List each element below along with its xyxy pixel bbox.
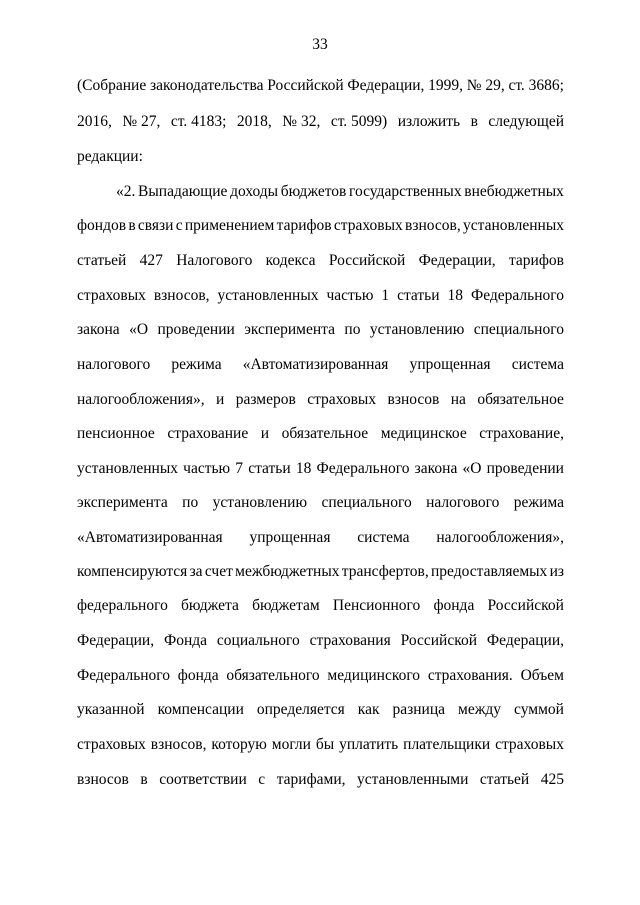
word: предоставляемых xyxy=(431,563,548,580)
word: Федерального xyxy=(77,667,171,684)
word: с xyxy=(258,771,266,788)
word: взносов, xyxy=(405,217,461,234)
word: взносов, xyxy=(150,736,207,753)
word: закона xyxy=(77,321,120,338)
word: эксперимента xyxy=(244,321,335,338)
word: проведении xyxy=(157,321,235,338)
word: страхования. xyxy=(427,667,513,684)
word: установленными xyxy=(357,771,469,788)
word: тарифами, xyxy=(276,771,346,788)
text-line xyxy=(77,560,564,584)
word: № 29, xyxy=(466,77,505,94)
word: законодательства xyxy=(149,77,264,94)
text-line xyxy=(77,110,564,134)
word: суммой xyxy=(514,701,564,718)
word: налогового xyxy=(77,356,151,373)
word: 2018, xyxy=(236,113,272,130)
word: счет xyxy=(204,563,233,580)
word: внебюджетных xyxy=(464,183,564,200)
word: компенсируются xyxy=(77,563,188,580)
word: ст. 4183; xyxy=(170,113,227,130)
word: проведении xyxy=(486,460,564,477)
word: и xyxy=(216,391,225,408)
word: налогообложения», xyxy=(77,391,205,408)
word: из xyxy=(549,563,564,580)
word: Российской xyxy=(267,77,344,94)
word: размеров xyxy=(235,391,296,408)
word: разница xyxy=(392,701,446,718)
text-line xyxy=(77,214,564,238)
word: применением xyxy=(184,217,275,234)
text-line xyxy=(77,664,564,688)
word: система xyxy=(357,529,410,546)
word: между xyxy=(458,701,502,718)
word: кодекса xyxy=(265,252,316,269)
word: статьей xyxy=(77,252,127,269)
word: Федерации, xyxy=(486,632,564,649)
text-line xyxy=(77,629,564,653)
text-line xyxy=(77,526,564,550)
text-line xyxy=(77,388,564,412)
word: статьей xyxy=(479,771,530,788)
word: установлению xyxy=(212,494,308,511)
word: Федерации, xyxy=(347,77,425,94)
word: связи xyxy=(137,217,174,234)
word: обязательное xyxy=(281,425,369,442)
word: социального xyxy=(216,632,300,649)
word: фондов xyxy=(77,217,127,234)
text-line xyxy=(77,74,564,98)
word: установленных xyxy=(463,217,564,234)
word: обязательного xyxy=(226,667,320,684)
word: уплатить xyxy=(339,736,399,753)
word: взносов, xyxy=(153,287,210,304)
word: Фонда xyxy=(163,632,208,649)
text-line xyxy=(77,284,564,308)
text-line xyxy=(77,249,564,273)
word: 18 xyxy=(447,287,463,304)
word: по xyxy=(182,494,199,511)
word: изложить xyxy=(397,113,461,130)
word: и xyxy=(260,425,270,442)
word: частью xyxy=(326,287,374,304)
word: трансфертов, xyxy=(341,563,429,580)
word: Российской xyxy=(328,252,406,269)
word: Федерального xyxy=(316,460,410,477)
word: страховых xyxy=(333,217,403,234)
word: Налогового xyxy=(176,252,253,269)
word: Федерального xyxy=(470,287,564,304)
word: доходы xyxy=(230,183,279,200)
word: (Собрание xyxy=(77,77,147,94)
word: пенсионное xyxy=(77,425,155,442)
word: Выпадающие xyxy=(138,183,228,200)
word: взносов xyxy=(77,771,129,788)
word: установлению xyxy=(369,321,465,338)
word: упрощенная xyxy=(249,529,331,546)
word: 18 xyxy=(295,460,312,477)
word: ст. 5099) xyxy=(330,113,388,130)
word: Российской xyxy=(487,597,564,614)
word: частью xyxy=(183,460,231,477)
word: специального xyxy=(473,321,564,338)
word: фонда xyxy=(433,597,475,614)
word: Федерации, xyxy=(77,632,155,649)
word: режима xyxy=(171,356,222,373)
word: страховых xyxy=(307,391,377,408)
word: которую xyxy=(211,736,267,753)
word: в xyxy=(470,113,478,130)
word: эксперимента xyxy=(77,494,168,511)
word: упрощенная xyxy=(409,356,491,373)
text-line xyxy=(77,457,564,481)
word: медицинского xyxy=(327,667,421,684)
word: страховых xyxy=(495,736,564,753)
word: налогового xyxy=(426,494,500,511)
text-line xyxy=(116,180,564,204)
word: установленных xyxy=(217,287,319,304)
word: Российской xyxy=(400,632,478,649)
word: межбюджетных xyxy=(235,563,340,580)
word: Федерации, xyxy=(418,252,496,269)
word: № 27, xyxy=(122,113,161,130)
word: бюджетам xyxy=(252,597,320,614)
word: определяется xyxy=(256,701,345,718)
word: бюджета xyxy=(181,597,239,614)
word: Объем xyxy=(520,667,564,684)
page-number: 33 xyxy=(312,36,328,53)
word: редакции: xyxy=(77,148,143,165)
word: установленных xyxy=(77,460,178,477)
word: «Автоматизированная xyxy=(77,529,223,546)
word: государственных xyxy=(349,183,462,200)
text-line xyxy=(77,698,564,722)
word: налогообложения», xyxy=(436,529,564,546)
word: в xyxy=(140,771,148,788)
word: взносов xyxy=(387,391,440,408)
word: страховых xyxy=(77,736,146,753)
word: следующей xyxy=(488,113,564,130)
word: статьи xyxy=(397,287,440,304)
word: фонда xyxy=(177,667,219,684)
word: соответствии xyxy=(159,771,247,788)
word: закона xyxy=(414,460,458,477)
word: страхование, xyxy=(479,425,564,442)
word: «Автоматизированная xyxy=(242,356,389,373)
word: тарифов xyxy=(276,217,332,234)
text-line xyxy=(77,768,564,792)
word: «О xyxy=(129,321,149,338)
word: компенсации xyxy=(157,701,244,718)
text-line xyxy=(77,145,564,169)
word: 425 xyxy=(540,771,564,788)
word: 2016, xyxy=(77,113,112,130)
word: 1999, xyxy=(428,77,463,94)
text-line xyxy=(77,353,564,377)
word: в xyxy=(128,217,136,234)
word: 7 xyxy=(235,460,244,477)
word: федерального xyxy=(77,597,168,614)
word: 427 xyxy=(139,252,163,269)
word: обязательное xyxy=(477,391,564,408)
word: плательщики xyxy=(403,736,491,753)
word: специального xyxy=(321,494,412,511)
text-line xyxy=(77,733,564,757)
word: 1 xyxy=(381,287,390,304)
text-line xyxy=(77,422,564,446)
word: страховых xyxy=(77,287,146,304)
word: указанной xyxy=(77,701,145,718)
word: как xyxy=(357,701,380,718)
word: статьи xyxy=(248,460,291,477)
word: система xyxy=(511,356,564,373)
word: бы xyxy=(315,736,335,753)
text-line xyxy=(77,318,564,342)
word: медицинское xyxy=(380,425,467,442)
word: «О xyxy=(462,460,482,477)
word: с xyxy=(175,217,183,234)
word: Пенсионного xyxy=(332,597,421,614)
word: № 32, xyxy=(282,113,321,130)
word: тарифов xyxy=(508,252,564,269)
word: бюджетов xyxy=(280,183,347,200)
text-line xyxy=(77,594,564,618)
word: «2. xyxy=(116,183,136,200)
word: режима xyxy=(513,494,564,511)
word: страхования xyxy=(309,632,391,649)
word: могли xyxy=(271,736,311,753)
text-line xyxy=(77,491,564,515)
word: за xyxy=(189,563,203,580)
word: ст. 3686; xyxy=(508,77,564,94)
word: на xyxy=(450,391,466,408)
word: страхование xyxy=(167,425,249,442)
word: по xyxy=(344,321,361,338)
